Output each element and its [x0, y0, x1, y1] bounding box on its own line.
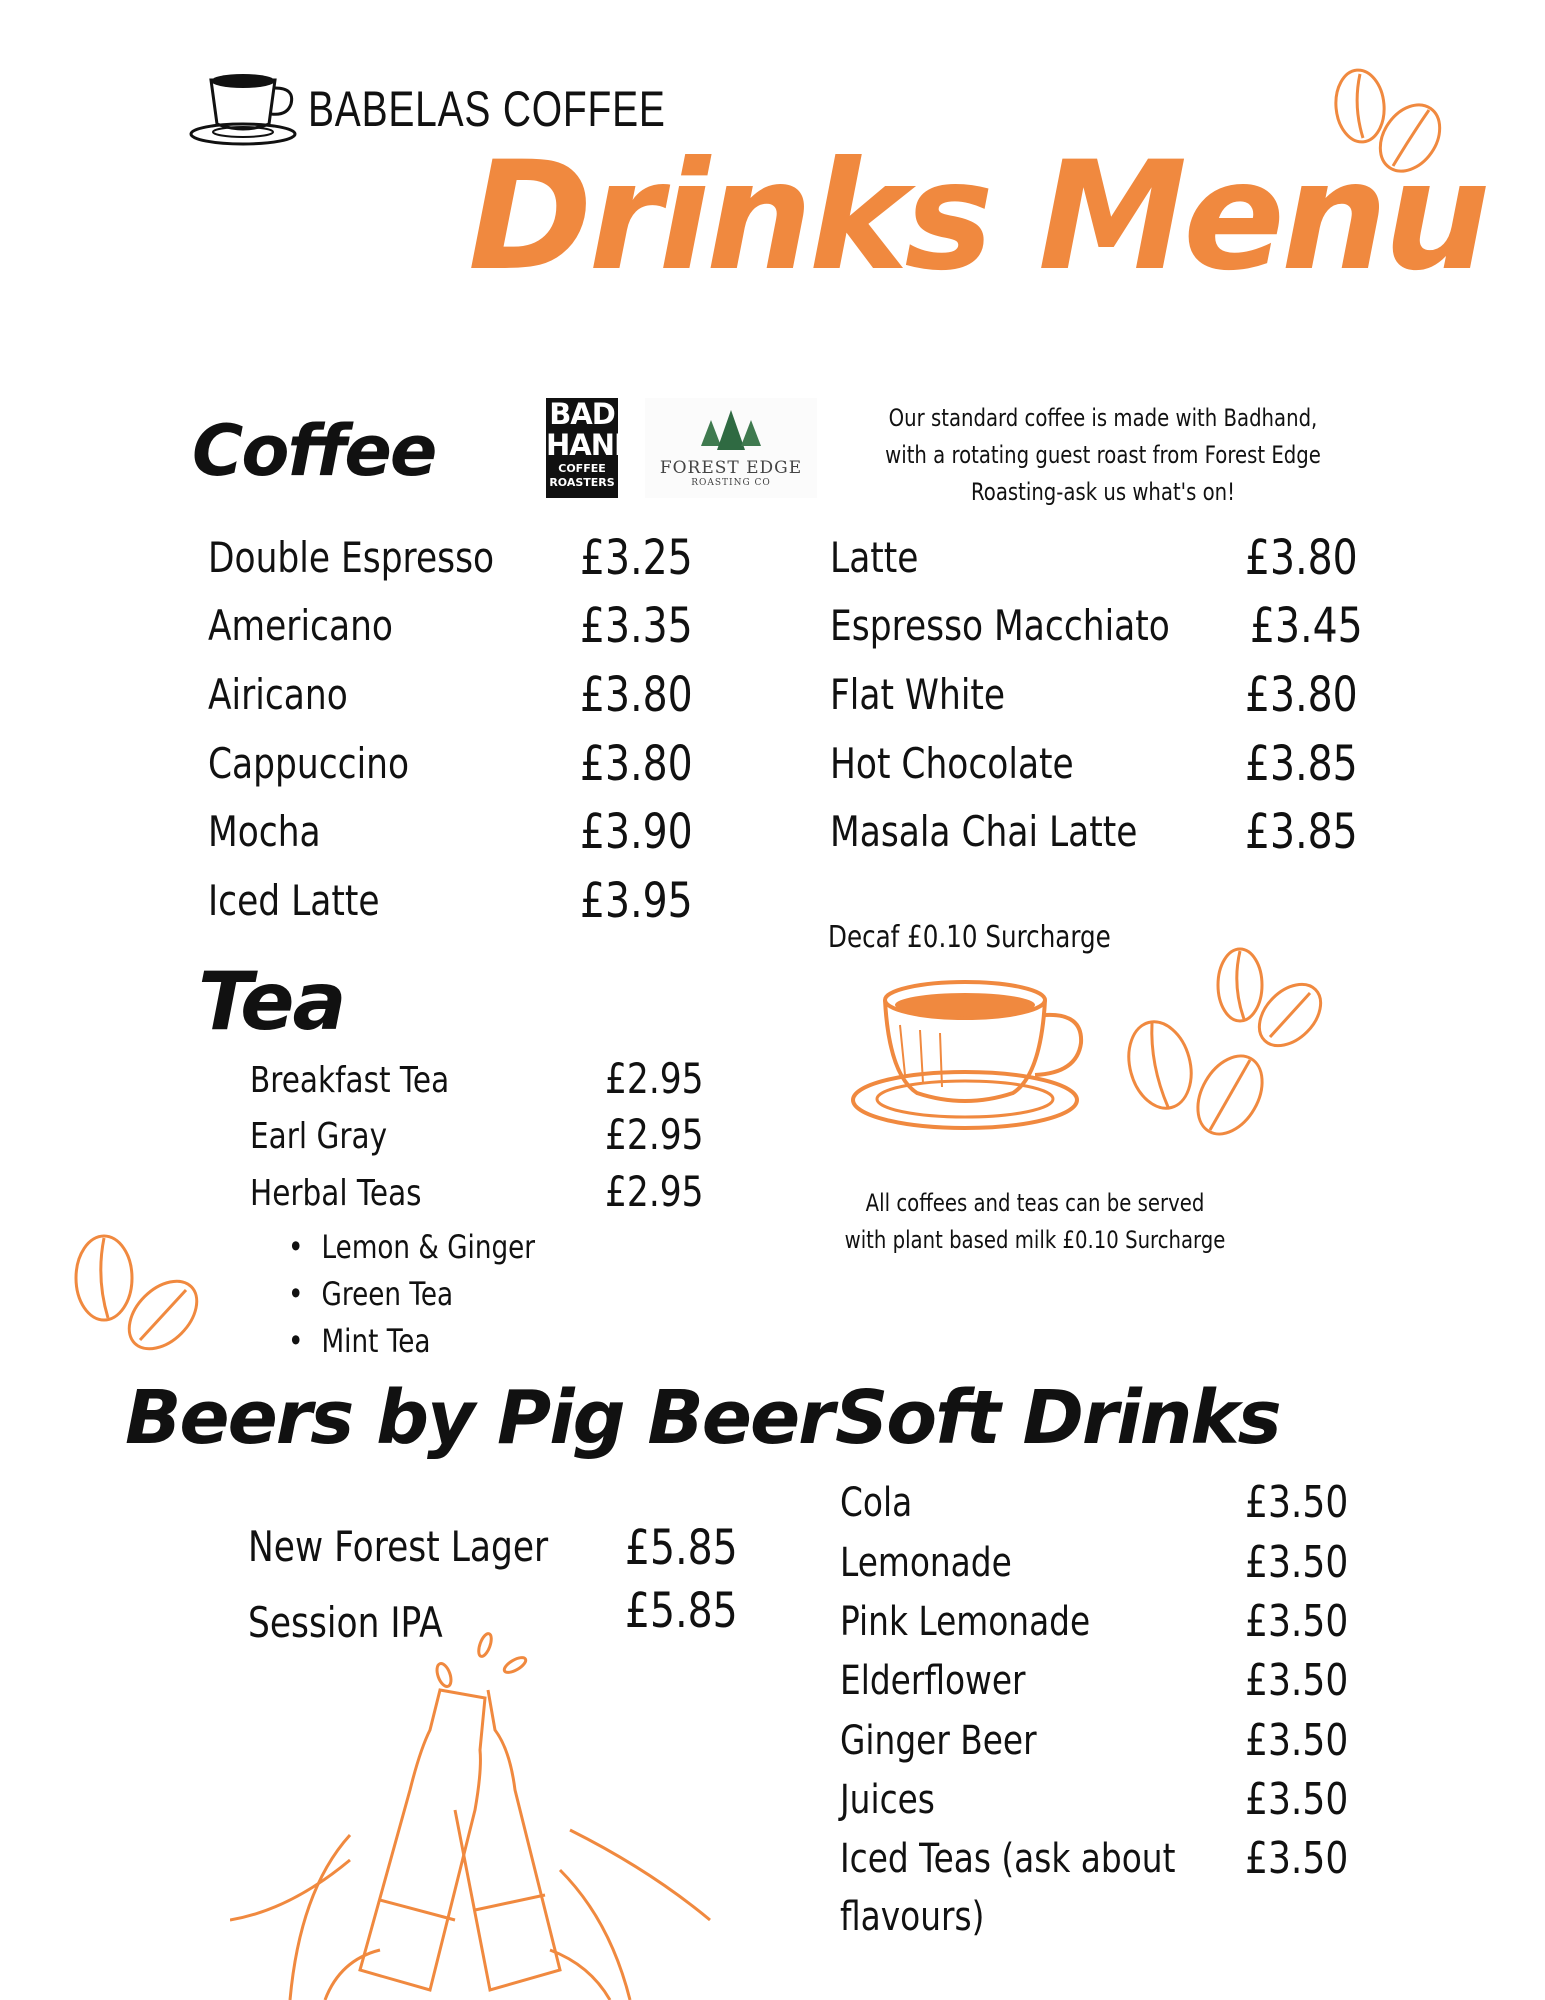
menu-item-name: Lemonade	[840, 1540, 1012, 1586]
menu-item-name: Ginger Beer	[840, 1718, 1037, 1764]
menu-item-name: Elderflower	[840, 1658, 1026, 1704]
menu-item-name: Herbal Teas	[250, 1173, 422, 1214]
menu-item-name-continuation: flavours)	[840, 1894, 985, 1940]
menu-item-name: Masala Chai Latte	[830, 807, 1138, 856]
beers-heading: Beers by Pig Beer	[125, 1375, 833, 1461]
menu-item-price: £5.85	[625, 1520, 738, 1576]
herbal-tea-list	[288, 1228, 589, 1369]
tea-heading: Tea	[198, 955, 345, 1048]
brand-name: BABELAS COFFEE	[308, 81, 666, 137]
menu-item-name: Breakfast Tea	[250, 1060, 450, 1101]
menu-item-price: £3.45	[1250, 598, 1363, 654]
bad-hand-logo-line3: COFFEE	[558, 462, 606, 475]
menu-item-price: £3.50	[1245, 1715, 1349, 1766]
page-title: Drinks Menu	[468, 130, 1487, 304]
menu-item-price: £3.50	[1245, 1655, 1349, 1706]
menu-item-name: Earl Gray	[250, 1116, 388, 1157]
menu-item-price: £2.95	[605, 1054, 704, 1103]
decaf-note: Decaf £0.10 Surcharge	[828, 920, 1111, 955]
menu-item-price: £3.35	[580, 598, 693, 654]
menu-item-price: £3.50	[1245, 1596, 1349, 1647]
forest-edge-logo	[645, 398, 817, 498]
pine-trees-icon	[697, 406, 765, 454]
menu-item-price: £3.85	[1245, 736, 1358, 792]
menu-item-name: Double Espresso	[208, 533, 495, 582]
menu-item-price: £3.85	[1245, 804, 1358, 860]
coffee-cup-illustration-icon	[845, 975, 1095, 1160]
plant-milk-note: All coffees and teas can be served with plant based milk £0.10 Surcharge	[844, 1189, 1226, 1254]
menu-item-price: £3.90	[580, 804, 693, 860]
beer-bottles-cheers-icon	[230, 1620, 720, 2000]
menu-item-price: £3.50	[1245, 1537, 1349, 1588]
menu-item-name: Espresso Macchiato	[830, 601, 1170, 650]
menu-item-price: £3.25	[580, 530, 693, 586]
menu-item-price: £3.80	[1245, 530, 1358, 586]
menu-item-name: Flat White	[830, 670, 1006, 719]
menu-item-name: Iced Teas (ask about	[840, 1836, 1176, 1882]
menu-item-price: £3.50	[1245, 1477, 1349, 1528]
menu-item-price: £2.95	[605, 1167, 704, 1216]
menu-item-name: Session IPA	[248, 1598, 443, 1647]
menu-item-name: Mocha	[208, 807, 321, 856]
menu-item-price: £5.85	[625, 1583, 738, 1639]
menu-item-price: £3.80	[580, 667, 693, 723]
menu-item-name: Latte	[830, 533, 919, 582]
menu-item-name: Iced Latte	[208, 876, 380, 925]
soft-drinks-heading: Soft Drinks	[835, 1375, 1280, 1461]
coffee-heading: Coffee	[192, 410, 436, 492]
menu-item-name: Hot Chocolate	[830, 739, 1074, 788]
menu-item-name: Cola	[840, 1480, 913, 1526]
coffee-cup-icon	[183, 68, 303, 148]
bad-hand-logo	[546, 397, 638, 498]
coffee-beans-icon	[1120, 945, 1335, 1145]
menu-item-name: Cappuccino	[208, 739, 410, 788]
menu-item-name: Juices	[840, 1777, 935, 1823]
menu-item-name: New Forest Lager	[248, 1522, 549, 1571]
menu-item-price: £3.80	[1245, 667, 1358, 723]
list-item: • Mint Tea	[288, 1322, 535, 1369]
list-item: • Lemon & Ginger	[288, 1228, 535, 1275]
menu-item-price: £3.50	[1245, 1774, 1349, 1825]
menu-item-price: £3.95	[580, 873, 693, 929]
coffee-beans-icon	[68, 1230, 208, 1360]
menu-item-price: £3.50	[1245, 1833, 1349, 1884]
coffee-beans-icon	[1325, 66, 1455, 181]
bad-hand-logo-line1: BAD	[549, 397, 615, 431]
forest-edge-name: FOREST EDGE	[659, 458, 803, 478]
menu-item-name: Americano	[208, 601, 393, 650]
bad-hand-logo-line2: HAND	[546, 428, 638, 462]
bad-hand-logo-line4: ROASTERS	[549, 476, 615, 489]
menu-item-name: Airicano	[208, 670, 348, 719]
list-item: • Green Tea	[288, 1275, 535, 1322]
menu-item-price: £3.80	[580, 736, 693, 792]
coffee-roast-note: Our standard coffee is made with Badhand, with a rotating guest roast from Forest Edge Roasting-ask us what's on!	[885, 404, 1321, 506]
menu-item-price: £2.95	[605, 1110, 704, 1159]
forest-edge-sub: ROASTING CO	[691, 478, 771, 488]
menu-item-name: Pink Lemonade	[840, 1599, 1091, 1645]
